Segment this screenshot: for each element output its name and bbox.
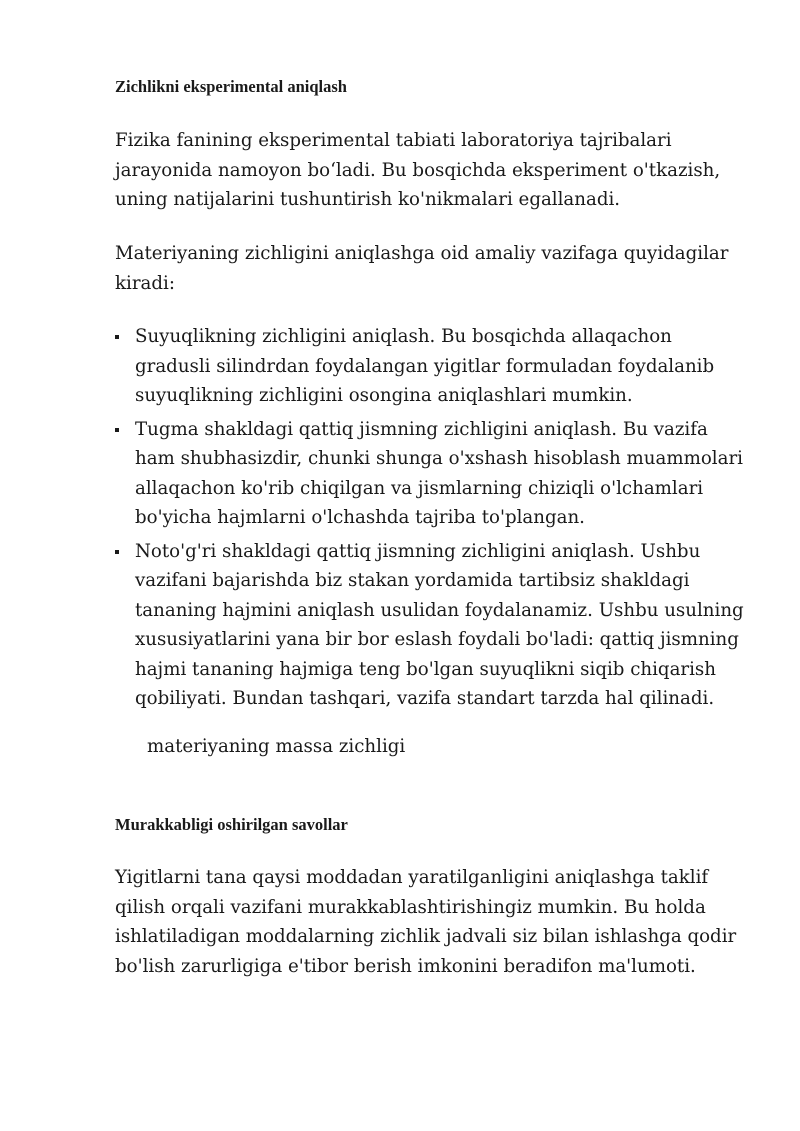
list-item-text: Noto'g'ri shakldagi qattiq jismning zichligini aniqlash. Ushbu vazifani bajarishda biz stakan yordamida tartibsiz shakldagi tananing hajmini aniqlash usulidan foydalanamiz. Ushbu usulning xususiyatlarini yana bir bor eslash foydali bo'ladi: qattiq jismning hajmi tananing hajmiga teng bo'lgan suyuqlikni siqib chiqarish qobiliyati. Bundan tashqari, vazifa standart tarzda hal qilinadi. — [135, 540, 744, 709]
task-bullet-list — [115, 322, 747, 718]
section-heading-experimental-density: Zichlikni eksperimental aniqlash — [115, 77, 347, 96]
list-item-text: Suyuqlikning zichligini aniqlash. Bu bosqichda allaqachon gradusli silindrdan foydalangan yigitlar formuladan foydalanib suyuqlikning zichligini osongina aniqlashlari mumkin. — [135, 326, 715, 406]
mass-density-line: materiyaning massa zichligi — [147, 736, 406, 757]
task-list-intro-paragraph: Materiyaning zichligini aniqlashga oid amaliy vazifaga quyidagilar kiradi: — [115, 243, 729, 294]
list-item — [115, 322, 747, 411]
section-heading-advanced-questions: Murakkabligi oshirilgan savollar — [115, 815, 348, 834]
bullet-square-icon — [115, 335, 119, 339]
list-item-text: Tugma shakldagi qattiq jismning zichligini aniqlash. Bu vazifa ham shubhasizdir, chunki shunga o'xshash hisoblash muammolari allaqachon ko'rib chiqilgan va jismlarning chiziqli o'lchamlari bo'yicha hajmlarni o'lchashda tajriba to'plangan. — [135, 418, 743, 528]
intro-paragraph: Fizika fanining eksperimental tabiati laboratoriya tajribalari jarayonida namoyon bo‘ladi. Bu bosqichda eksperiment o'tkazish, uning natijalarini tushuntirish ko'nikmalari egallanadi. — [115, 130, 721, 210]
advanced-questions-paragraph: Yigitlarni tana qaysi moddadan yaratilganligini aniqlashga taklif qilish orqali vazifani murakkablashtirishingiz mumkin. Bu holda ishlatiladigan moddalarning zichlik jadvali siz bilan ishlashga qodir bo'lish zarurligiga e'tibor berish imkonini beradifon ma'lumoti. — [115, 867, 737, 977]
list-item — [115, 415, 747, 533]
bullet-square-icon — [115, 550, 119, 554]
list-item — [115, 537, 747, 714]
bullet-square-icon — [115, 428, 119, 432]
